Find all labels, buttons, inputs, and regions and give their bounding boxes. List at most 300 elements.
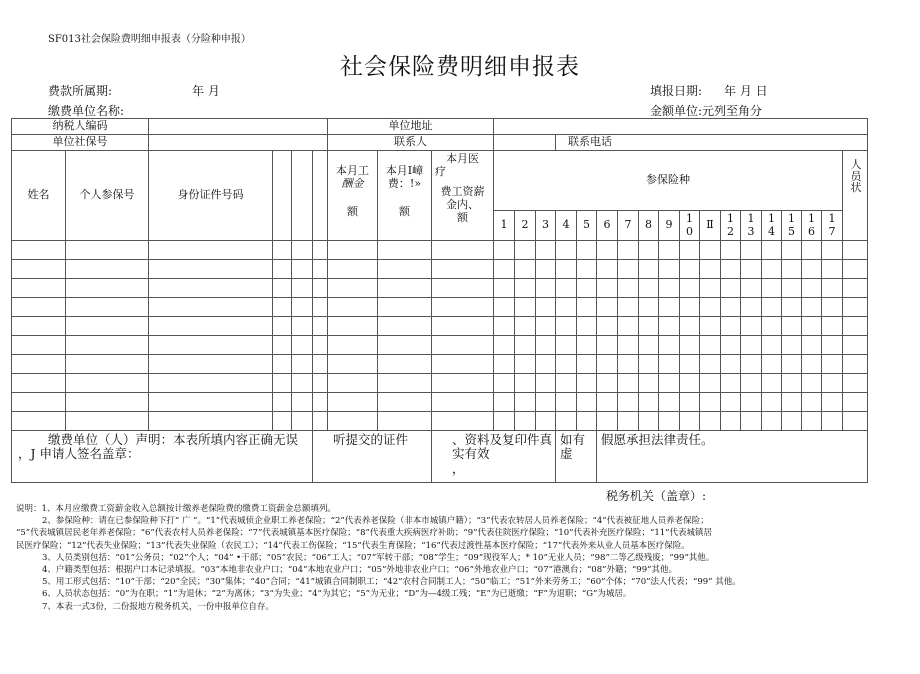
entry-cell[interactable] bbox=[328, 355, 378, 374]
page-title: 社会保险费明细申报表 bbox=[340, 54, 580, 80]
entry-cell[interactable] bbox=[494, 241, 515, 260]
entry-cell[interactable] bbox=[149, 355, 273, 374]
insurance-type-12: 1 2 bbox=[721, 211, 741, 241]
entry-cell[interactable] bbox=[618, 317, 639, 336]
entry-cell[interactable] bbox=[741, 298, 762, 317]
entry-cell[interactable] bbox=[378, 412, 432, 431]
tax-office-seal-label: 税务机关（盖章）: bbox=[606, 489, 707, 503]
entry-cell[interactable] bbox=[149, 412, 273, 431]
entry-cell[interactable] bbox=[556, 298, 577, 317]
entry-cell[interactable] bbox=[12, 355, 66, 374]
entry-cell[interactable] bbox=[556, 241, 577, 260]
entry-cell[interactable] bbox=[66, 317, 149, 336]
entry-cell[interactable] bbox=[782, 279, 802, 298]
entry-cell[interactable] bbox=[762, 355, 782, 374]
entry-cell[interactable] bbox=[292, 374, 313, 393]
entry-cell[interactable] bbox=[618, 374, 639, 393]
entry-cell[interactable] bbox=[659, 393, 680, 412]
entry-cell[interactable] bbox=[292, 279, 313, 298]
entry-cell[interactable] bbox=[577, 279, 597, 298]
entry-cell[interactable] bbox=[328, 393, 378, 412]
note-line: 3、人员类别包括：“01”公务员；“02”个人；“04” •干部；“05”农民；“06”工人；“07”军转干部；“08”学生；“09”现役军人；* 10”无业人员；“98”二等乙级残废；“99”其他。 bbox=[42, 552, 715, 563]
entry-cell[interactable] bbox=[12, 260, 66, 279]
entry-cell[interactable] bbox=[618, 412, 639, 431]
declaration-statement bbox=[12, 431, 313, 483]
entry-cell[interactable] bbox=[536, 260, 556, 279]
entry-cell[interactable] bbox=[577, 355, 597, 374]
entry-cell[interactable] bbox=[273, 317, 292, 336]
entry-cell[interactable] bbox=[659, 374, 680, 393]
entry-cell[interactable] bbox=[597, 393, 618, 412]
entry-cell[interactable] bbox=[536, 374, 556, 393]
entry-cell[interactable] bbox=[66, 374, 149, 393]
entry-cell[interactable] bbox=[618, 393, 639, 412]
entry-cell[interactable] bbox=[802, 393, 822, 412]
entry-cell[interactable] bbox=[843, 412, 868, 431]
entry-cell[interactable] bbox=[494, 260, 515, 279]
entry-cell[interactable] bbox=[618, 279, 639, 298]
entry-cell[interactable] bbox=[313, 393, 328, 412]
entry-cell[interactable] bbox=[378, 241, 432, 260]
entry-cell[interactable] bbox=[700, 260, 721, 279]
entry-cell[interactable] bbox=[762, 260, 782, 279]
entry-cell[interactable] bbox=[313, 374, 328, 393]
entry-cell[interactable] bbox=[843, 298, 868, 317]
entry-cell[interactable] bbox=[313, 260, 328, 279]
entry-cell[interactable] bbox=[680, 393, 700, 412]
entry-cell[interactable] bbox=[802, 298, 822, 317]
entry-cell[interactable] bbox=[843, 336, 868, 355]
entry-cell[interactable] bbox=[762, 241, 782, 260]
entry-cell[interactable] bbox=[432, 393, 494, 412]
entry-cell[interactable] bbox=[292, 241, 313, 260]
entry-cell[interactable] bbox=[597, 241, 618, 260]
entry-cell[interactable] bbox=[597, 355, 618, 374]
entry-cell[interactable] bbox=[618, 260, 639, 279]
entry-cell[interactable] bbox=[782, 412, 802, 431]
entry-cell[interactable] bbox=[328, 374, 378, 393]
entry-cell[interactable] bbox=[378, 279, 432, 298]
entry-cell[interactable] bbox=[328, 279, 378, 298]
entry-cell[interactable] bbox=[639, 355, 659, 374]
entry-cell[interactable] bbox=[762, 317, 782, 336]
entry-cell[interactable] bbox=[292, 260, 313, 279]
entry-cell[interactable] bbox=[494, 393, 515, 412]
entry-cell[interactable] bbox=[313, 298, 328, 317]
entry-cell[interactable] bbox=[597, 412, 618, 431]
entry-cell[interactable] bbox=[149, 260, 273, 279]
entry-cell[interactable] bbox=[378, 298, 432, 317]
entry-cell[interactable] bbox=[66, 355, 149, 374]
entry-cell[interactable] bbox=[149, 393, 273, 412]
entry-cell[interactable] bbox=[822, 279, 843, 298]
entry-cell[interactable] bbox=[741, 260, 762, 279]
entry-cell[interactable] bbox=[536, 412, 556, 431]
entry-cell[interactable] bbox=[802, 412, 822, 431]
entry-cell[interactable] bbox=[659, 336, 680, 355]
entry-cell[interactable] bbox=[721, 279, 741, 298]
form-code: SF013社会保险费明细申报表（分险种申报） bbox=[48, 34, 251, 45]
insurance-type-11: Ⅱ bbox=[700, 211, 721, 241]
entry-cell[interactable] bbox=[536, 393, 556, 412]
entry-cell[interactable] bbox=[273, 279, 292, 298]
entry-cell[interactable] bbox=[149, 241, 273, 260]
col-insurance-types-header: 参保险种 bbox=[494, 151, 843, 211]
entry-cell[interactable] bbox=[577, 412, 597, 431]
entry-cell[interactable] bbox=[515, 393, 536, 412]
entry-cell[interactable] bbox=[802, 279, 822, 298]
entry-cell[interactable] bbox=[597, 374, 618, 393]
entry-cell[interactable] bbox=[12, 241, 66, 260]
entry-cell[interactable] bbox=[12, 412, 66, 431]
entry-cell[interactable] bbox=[822, 355, 843, 374]
entry-cell[interactable] bbox=[782, 298, 802, 317]
entry-cell[interactable] bbox=[597, 279, 618, 298]
entry-cell[interactable] bbox=[313, 355, 328, 374]
col-med-line3: 费工资薪 bbox=[440, 185, 485, 199]
entry-cell[interactable] bbox=[515, 355, 536, 374]
col-blank-c bbox=[313, 151, 328, 241]
entry-cell[interactable] bbox=[494, 355, 515, 374]
col-name-header: 姓名 bbox=[12, 151, 66, 241]
entry-cell[interactable] bbox=[149, 279, 273, 298]
entry-cell[interactable] bbox=[680, 355, 700, 374]
entry-cell[interactable] bbox=[782, 317, 802, 336]
entry-cell[interactable] bbox=[66, 298, 149, 317]
entry-cell[interactable] bbox=[273, 412, 292, 431]
entry-cell[interactable] bbox=[680, 279, 700, 298]
entry-cell[interactable] bbox=[556, 317, 577, 336]
entry-cell[interactable] bbox=[432, 241, 494, 260]
entry-cell[interactable] bbox=[762, 298, 782, 317]
entry-cell[interactable] bbox=[432, 374, 494, 393]
entry-cell[interactable] bbox=[741, 317, 762, 336]
entry-cell[interactable] bbox=[618, 355, 639, 374]
entry-cell[interactable] bbox=[618, 241, 639, 260]
entry-cell[interactable] bbox=[762, 374, 782, 393]
entry-cell[interactable] bbox=[639, 393, 659, 412]
entry-cell[interactable] bbox=[378, 317, 432, 336]
entry-cell[interactable] bbox=[802, 260, 822, 279]
entry-cell[interactable] bbox=[639, 374, 659, 393]
entry-cell[interactable] bbox=[556, 393, 577, 412]
entry-cell[interactable] bbox=[328, 298, 378, 317]
entry-cell[interactable] bbox=[577, 336, 597, 355]
entry-cell[interactable] bbox=[328, 241, 378, 260]
entry-cell[interactable] bbox=[843, 374, 868, 393]
entry-cell[interactable] bbox=[292, 393, 313, 412]
entry-cell[interactable] bbox=[12, 336, 66, 355]
entry-cell[interactable] bbox=[432, 412, 494, 431]
entry-cell[interactable] bbox=[782, 241, 802, 260]
unit-ss-no-value[interactable] bbox=[149, 135, 328, 151]
entry-cell[interactable] bbox=[273, 374, 292, 393]
entry-cell[interactable] bbox=[328, 336, 378, 355]
entry-cell[interactable] bbox=[741, 279, 762, 298]
entry-cell[interactable] bbox=[515, 336, 536, 355]
entry-cell[interactable] bbox=[762, 393, 782, 412]
entry-cell[interactable] bbox=[762, 412, 782, 431]
entry-cell[interactable] bbox=[12, 393, 66, 412]
entry-cell[interactable] bbox=[700, 374, 721, 393]
instructions-notes bbox=[16, 503, 741, 613]
col-fee-line3: 额 bbox=[399, 205, 410, 219]
entry-cell[interactable] bbox=[66, 412, 149, 431]
entry-cell[interactable] bbox=[292, 317, 313, 336]
entry-cell[interactable] bbox=[639, 260, 659, 279]
entry-cell[interactable] bbox=[822, 412, 843, 431]
entry-cell[interactable] bbox=[292, 336, 313, 355]
entry-cell[interactable] bbox=[659, 317, 680, 336]
entry-cell[interactable] bbox=[12, 298, 66, 317]
entry-cell[interactable] bbox=[556, 355, 577, 374]
entry-cell[interactable] bbox=[721, 298, 741, 317]
note-line: “5”代表城镇居民老年养老保险；“6”代表农村人员养老保险；“7”代表城镇基本医疗保险；“8”代表重大疾病医疗补助；“9”代表住院医疗保险；“10”代表补充医疗保险；“11”代表城镇居 bbox=[16, 528, 713, 539]
entry-cell[interactable] bbox=[66, 336, 149, 355]
entry-cell[interactable] bbox=[802, 336, 822, 355]
entry-cell[interactable] bbox=[66, 241, 149, 260]
entry-cell[interactable] bbox=[494, 336, 515, 355]
entry-cell[interactable] bbox=[721, 260, 741, 279]
period-label: 费款所属期: bbox=[48, 84, 113, 98]
entry-cell[interactable] bbox=[802, 374, 822, 393]
entry-cell[interactable] bbox=[515, 374, 536, 393]
entry-cell[interactable] bbox=[536, 355, 556, 374]
col-med-line1: 本月医 bbox=[446, 152, 479, 165]
entry-cell[interactable] bbox=[292, 412, 313, 431]
unit-address-value[interactable] bbox=[494, 119, 868, 135]
entry-cell[interactable] bbox=[822, 241, 843, 260]
entry-cell[interactable] bbox=[313, 336, 328, 355]
taxpayer-id-value[interactable] bbox=[149, 119, 328, 135]
entry-cell[interactable] bbox=[12, 317, 66, 336]
entry-cell[interactable] bbox=[577, 374, 597, 393]
entry-cell[interactable] bbox=[536, 241, 556, 260]
entry-cell[interactable] bbox=[149, 298, 273, 317]
entry-cell[interactable] bbox=[378, 393, 432, 412]
entry-cell[interactable] bbox=[659, 298, 680, 317]
entry-cell[interactable] bbox=[149, 374, 273, 393]
note-line: 说明：1、本月应缴费工资薪金收入总额按计缴养老保险费的缴费工资薪金总额填列。 bbox=[16, 504, 336, 514]
entry-cell[interactable] bbox=[432, 260, 494, 279]
entry-cell[interactable] bbox=[536, 298, 556, 317]
entry-cell[interactable] bbox=[313, 241, 328, 260]
entry-cell[interactable] bbox=[273, 393, 292, 412]
entry-cell[interactable] bbox=[494, 317, 515, 336]
entry-cell[interactable] bbox=[782, 336, 802, 355]
entry-cell[interactable] bbox=[680, 317, 700, 336]
entry-cell[interactable] bbox=[782, 393, 802, 412]
entry-cell[interactable] bbox=[515, 317, 536, 336]
entry-cell[interactable] bbox=[822, 260, 843, 279]
entry-cell[interactable] bbox=[822, 374, 843, 393]
entry-cell[interactable] bbox=[12, 279, 66, 298]
contact-person-value[interactable] bbox=[494, 135, 556, 151]
entry-cell[interactable] bbox=[494, 298, 515, 317]
entry-cell[interactable] bbox=[597, 298, 618, 317]
entry-cell[interactable] bbox=[659, 279, 680, 298]
entry-cell[interactable] bbox=[721, 317, 741, 336]
entry-cell[interactable] bbox=[536, 279, 556, 298]
entry-cell[interactable] bbox=[273, 260, 292, 279]
entry-cell[interactable] bbox=[639, 241, 659, 260]
entry-cell[interactable] bbox=[843, 241, 868, 260]
entry-cell[interactable] bbox=[515, 412, 536, 431]
entry-cell[interactable] bbox=[149, 336, 273, 355]
entry-cell[interactable] bbox=[700, 336, 721, 355]
entry-cell[interactable] bbox=[700, 241, 721, 260]
entry-cell[interactable] bbox=[700, 298, 721, 317]
entry-cell[interactable] bbox=[721, 412, 741, 431]
entry-cell[interactable] bbox=[680, 336, 700, 355]
entry-cell[interactable] bbox=[577, 298, 597, 317]
entry-cell[interactable] bbox=[721, 393, 741, 412]
entry-cell[interactable] bbox=[515, 260, 536, 279]
entry-cell[interactable] bbox=[536, 317, 556, 336]
entry-cell[interactable] bbox=[680, 260, 700, 279]
period-value: 年 月 bbox=[192, 84, 220, 98]
entry-cell[interactable] bbox=[700, 279, 721, 298]
entry-cell[interactable] bbox=[741, 336, 762, 355]
entry-cell[interactable] bbox=[432, 355, 494, 374]
entry-cell[interactable] bbox=[782, 260, 802, 279]
entry-cell[interactable] bbox=[273, 298, 292, 317]
entry-cell[interactable] bbox=[577, 260, 597, 279]
entry-cell[interactable] bbox=[639, 279, 659, 298]
entry-cell[interactable] bbox=[639, 412, 659, 431]
entry-cell[interactable] bbox=[273, 336, 292, 355]
entry-cell[interactable] bbox=[618, 336, 639, 355]
entry-cell[interactable] bbox=[556, 260, 577, 279]
entry-cell[interactable] bbox=[680, 412, 700, 431]
entry-cell[interactable] bbox=[292, 298, 313, 317]
entry-cell[interactable] bbox=[782, 355, 802, 374]
entry-cell[interactable] bbox=[12, 374, 66, 393]
entry-cell[interactable] bbox=[721, 336, 741, 355]
insurance-type-4: 4 bbox=[556, 211, 577, 241]
entry-cell[interactable] bbox=[328, 412, 378, 431]
entry-cell[interactable] bbox=[618, 298, 639, 317]
unit-ss-no-label: 单位社保号 bbox=[12, 135, 149, 151]
entry-cell[interactable] bbox=[328, 260, 378, 279]
entry-cell[interactable] bbox=[721, 241, 741, 260]
note-line: 民医疗保险；“12”代表失业保险；“13”代表失业保险（农民工）；“14”代表工伤保险；“15”代表生育保险；“16”代表过渡性基本医疗保险；“17”代表外来从业人员基本医疗保险。 bbox=[16, 540, 690, 551]
entry-cell[interactable] bbox=[292, 355, 313, 374]
entry-cell[interactable] bbox=[822, 336, 843, 355]
entry-cell[interactable] bbox=[328, 317, 378, 336]
entry-cell[interactable] bbox=[843, 393, 868, 412]
entry-cell[interactable] bbox=[741, 393, 762, 412]
entry-cell[interactable] bbox=[556, 412, 577, 431]
entry-cell[interactable] bbox=[700, 317, 721, 336]
entry-cell[interactable] bbox=[577, 393, 597, 412]
entry-cell[interactable] bbox=[680, 298, 700, 317]
entry-cell[interactable] bbox=[802, 317, 822, 336]
entry-cell[interactable] bbox=[494, 412, 515, 431]
entry-cell[interactable] bbox=[762, 336, 782, 355]
entry-cell[interactable] bbox=[639, 298, 659, 317]
entry-cell[interactable] bbox=[639, 336, 659, 355]
col-wage-line3: 额 bbox=[347, 205, 358, 219]
entry-cell[interactable] bbox=[659, 241, 680, 260]
entry-cell[interactable] bbox=[843, 355, 868, 374]
entry-cell[interactable] bbox=[843, 260, 868, 279]
entry-cell[interactable] bbox=[66, 260, 149, 279]
entry-cell[interactable] bbox=[494, 374, 515, 393]
entry-cell[interactable] bbox=[659, 260, 680, 279]
declaration-line2: ，J 申请人签名盖章： bbox=[18, 446, 140, 462]
entry-cell[interactable] bbox=[802, 355, 822, 374]
entry-cell[interactable] bbox=[762, 279, 782, 298]
entry-cell[interactable] bbox=[494, 279, 515, 298]
entry-cell[interactable] bbox=[556, 279, 577, 298]
entry-cell[interactable] bbox=[597, 317, 618, 336]
entry-cell[interactable] bbox=[721, 374, 741, 393]
entry-cell[interactable] bbox=[273, 241, 292, 260]
entry-cell[interactable] bbox=[432, 317, 494, 336]
entry-cell[interactable] bbox=[66, 393, 149, 412]
entry-cell[interactable] bbox=[515, 241, 536, 260]
entry-cell[interactable] bbox=[700, 355, 721, 374]
entry-cell[interactable] bbox=[741, 374, 762, 393]
entry-cell[interactable] bbox=[536, 336, 556, 355]
entry-cell[interactable] bbox=[700, 412, 721, 431]
entry-cell[interactable] bbox=[822, 393, 843, 412]
entry-cell[interactable] bbox=[843, 279, 868, 298]
entry-cell[interactable] bbox=[659, 355, 680, 374]
entry-cell[interactable] bbox=[378, 336, 432, 355]
entry-cell[interactable] bbox=[66, 279, 149, 298]
entry-cell[interactable] bbox=[680, 241, 700, 260]
entry-cell[interactable] bbox=[556, 374, 577, 393]
entry-cell[interactable] bbox=[822, 317, 843, 336]
entry-cell[interactable] bbox=[432, 336, 494, 355]
entry-cell[interactable] bbox=[577, 317, 597, 336]
entry-cell[interactable] bbox=[515, 298, 536, 317]
entry-cell[interactable] bbox=[556, 336, 577, 355]
entry-cell[interactable] bbox=[741, 412, 762, 431]
entry-cell[interactable] bbox=[378, 355, 432, 374]
entry-cell[interactable] bbox=[313, 317, 328, 336]
entry-cell[interactable] bbox=[680, 374, 700, 393]
entry-cell[interactable] bbox=[639, 317, 659, 336]
entry-cell[interactable] bbox=[741, 355, 762, 374]
entry-cell[interactable] bbox=[378, 374, 432, 393]
entry-cell[interactable] bbox=[659, 412, 680, 431]
entry-cell[interactable] bbox=[313, 412, 328, 431]
entry-cell[interactable] bbox=[721, 355, 741, 374]
entry-cell[interactable] bbox=[597, 336, 618, 355]
entry-cell[interactable] bbox=[273, 355, 292, 374]
entry-cell[interactable] bbox=[313, 279, 328, 298]
entry-cell[interactable] bbox=[432, 298, 494, 317]
insurance-type-17: 1 7 bbox=[822, 211, 843, 241]
entry-cell[interactable] bbox=[577, 241, 597, 260]
col-med-line2: 疗 bbox=[435, 164, 446, 178]
entry-cell[interactable] bbox=[741, 241, 762, 260]
entry-cell[interactable] bbox=[700, 393, 721, 412]
entry-cell[interactable] bbox=[802, 241, 822, 260]
entry-cell[interactable] bbox=[149, 317, 273, 336]
insurance-type-14: 1 4 bbox=[762, 211, 782, 241]
entry-cell[interactable] bbox=[378, 260, 432, 279]
entry-cell[interactable] bbox=[597, 260, 618, 279]
entry-cell[interactable] bbox=[822, 298, 843, 317]
entry-cell[interactable] bbox=[843, 317, 868, 336]
entry-cell[interactable] bbox=[515, 279, 536, 298]
entry-cell[interactable] bbox=[432, 279, 494, 298]
entry-cell[interactable] bbox=[782, 374, 802, 393]
